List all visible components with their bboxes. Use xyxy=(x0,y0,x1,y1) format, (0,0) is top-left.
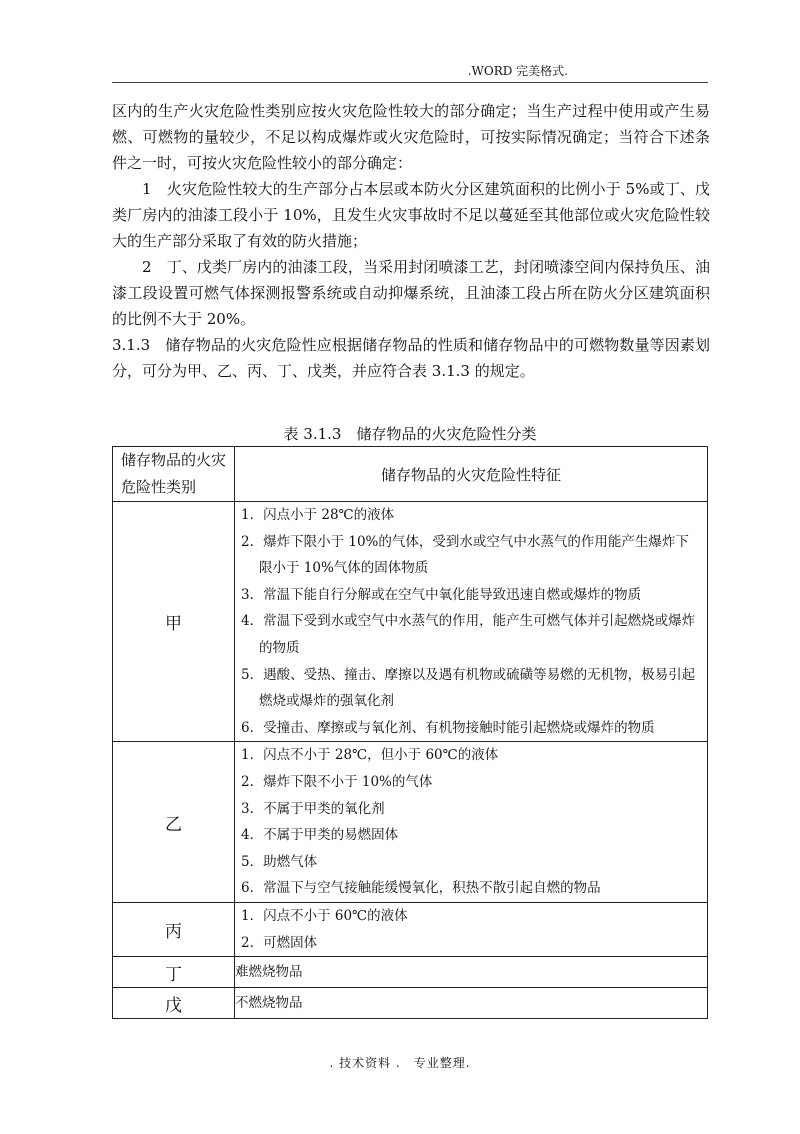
feature-list xyxy=(235,742,707,902)
table-row xyxy=(113,742,708,903)
paragraph-item-2: 2 丁、戊类厂房内的油漆工段，当采用封闭喷漆工艺，封闭喷漆空间内保持负压、油漆工段设置可燃气体探测报警系统或自动抑爆系统，且油漆工段占所在防火分区建筑面积的比例不大于 20%。 xyxy=(112,258,710,328)
col2-header: 储存物品的火灾危险性特征 xyxy=(235,447,708,502)
list-item: 1．闪点不小于 28℃，但小于 60℃的液体 xyxy=(241,747,499,764)
paragraph-clause-3-1-3: 3.1.3 储存物品的火灾危险性应根据储存物品的性质和储存物品中的可燃物数量等因素划分，可分为甲、乙、丙、丁、戊类，并应符合表 3.1.3 的规定。 xyxy=(112,336,710,380)
header-rule xyxy=(112,82,708,83)
table-caption: 表 3.1.3 储存物品的火灾危险性分类 xyxy=(283,425,537,443)
table-header-row xyxy=(113,447,708,502)
body-text xyxy=(112,98,710,384)
table-row xyxy=(113,502,708,742)
category-cell: 甲 xyxy=(113,502,235,742)
feature-cell xyxy=(235,502,708,742)
category-cell: 乙 xyxy=(113,742,235,903)
hazard-classification-table xyxy=(112,446,708,1019)
list-item: 2．爆炸下限不小于 10%的气体 xyxy=(241,773,433,790)
page-footer: . 技术资料 . 专业整理. xyxy=(329,1056,471,1070)
list-item: 2．可燃固体 xyxy=(241,934,318,951)
feature-cell xyxy=(235,742,708,903)
list-item: 2．爆炸下限小于 10%的气体，受到水或空气中水蒸气的作用能产生爆炸下限小于 10%气体的固体物质 xyxy=(241,533,689,577)
feature-cell: 不燃烧物品 xyxy=(235,988,708,1019)
list-item: 3．不属于甲类的氧化剂 xyxy=(241,800,385,817)
list-item: 1．闪点小于 28℃的液体 xyxy=(241,507,395,523)
list-item: 4．常温下受到水或空气中水蒸气的作用，能产生可燃气体并引起燃烧或爆炸的物质 xyxy=(241,613,696,656)
list-item: 1．闪点不小于 60℃的液体 xyxy=(241,907,408,924)
table-row xyxy=(113,957,708,988)
table-row xyxy=(113,902,708,956)
page-header: .WORD 完美格式. xyxy=(467,64,568,78)
paragraph-intro: 区内的生产火灾危险性类别应按火灾危险性较大的部分确定；当生产过程中使用或产生易燃、可燃物的量较少，不足以构成爆炸或火灾危险时，可按实际情况确定；当符合下述条件之一时，可按火灾危险性较小的部分确定： xyxy=(112,102,710,172)
list-item: 5．助燃气体 xyxy=(241,853,318,870)
col1-header: 储存物品的火灾危险性类别 xyxy=(113,447,235,502)
list-item: 5．遇酸、受热、撞击、摩擦以及遇有机物或硫磺等易燃的无机物，极易引起燃烧或爆炸的强氧化剂 xyxy=(241,666,696,710)
feature-cell xyxy=(235,902,708,956)
feature-list xyxy=(235,903,707,956)
category-cell: 戊 xyxy=(113,988,235,1019)
category-cell: 丙 xyxy=(113,902,235,956)
table-row xyxy=(113,988,708,1019)
paragraph-item-1: 1 火灾危险性较大的生产部分占本层或本防火分区建筑面积的比例小于 5%或丁、戊类厂房内的油漆工段小于 10%，且发生火灾事故时不足以蔓延至其他部位或火灾危险性较大的生产部分采取了有效的防火措施； xyxy=(112,180,710,250)
list-item: 6．常温下与空气接触能缓慢氧化，积热不散引起自燃的物品 xyxy=(241,880,601,897)
feature-list xyxy=(235,502,707,741)
category-cell: 丁 xyxy=(113,957,235,988)
feature-cell: 难燃烧物品 xyxy=(235,957,708,988)
list-item: 6．受撞击、摩擦或与氧化剂、有机物接触时能引起燃烧或爆炸的物质 xyxy=(241,719,655,736)
list-item: 4．不属于甲类的易燃固体 xyxy=(241,827,399,844)
list-item: 3．常温下能自行分解或在空气中氧化能导致迅速自燃或爆炸的物质 xyxy=(241,586,642,603)
